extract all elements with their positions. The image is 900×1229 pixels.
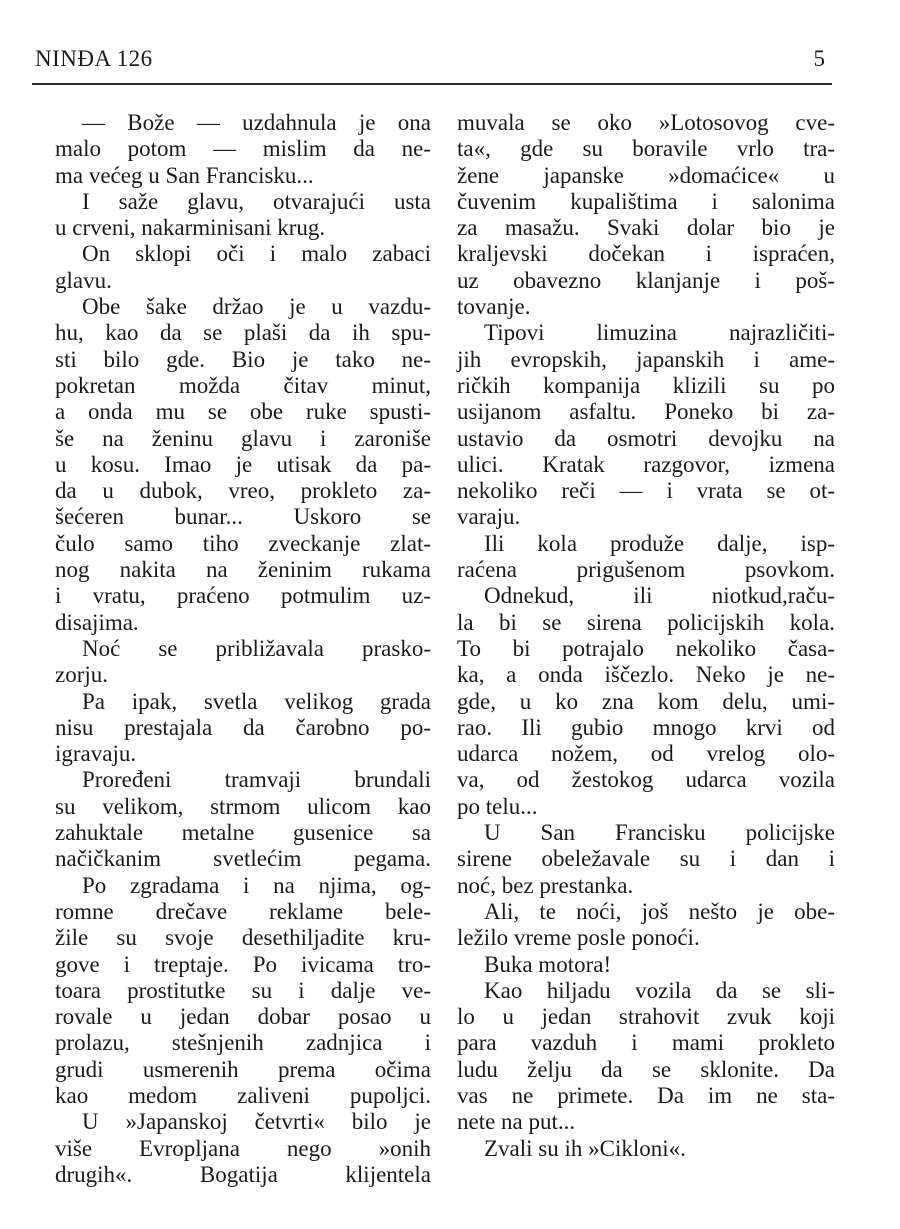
text-line: udarca nožem, od vrelog olo- — [457, 741, 835, 767]
text-line: usijanom asfaltu. Poneko bi za- — [457, 399, 835, 425]
text-line: U »Japanskoj četvrti« bilo je — [82, 1109, 431, 1135]
text-line: glavu. — [55, 267, 112, 293]
text-line: vas ne primete. Da im ne sta- — [457, 1082, 835, 1108]
text-line: Po zgradama i na njima, og- — [82, 872, 431, 898]
text-line: Proređeni tramvaji brundali — [82, 767, 431, 793]
text-line: ma većeg u San Francisku... — [55, 162, 314, 188]
text-line: za masažu. Svaki dolar bio je — [457, 215, 835, 241]
text-line: pokretan možda čitav minut, — [55, 372, 431, 398]
text-line: nisu prestajala da čarobno po- — [55, 714, 431, 740]
text-line: da u dubok, vreo, prokleto za- — [55, 478, 431, 504]
text-line: muvala se oko »Lotosovog cve- — [457, 110, 835, 135]
text-line: toara prostitutke su i dalje ve- — [55, 977, 431, 1003]
text-line: u crveni, nakarminisani krug. — [55, 215, 326, 241]
text-line: žile su svoje desethiljadite kru- — [55, 925, 431, 951]
text-line: To bi potrajalo nekoliko časa- — [457, 635, 835, 661]
text-line: prolazu, stešnjenih zadnjica i — [55, 1030, 431, 1056]
text-line: ležilo vreme posle ponoći. — [457, 925, 700, 951]
text-line: nete na put... — [457, 1109, 576, 1135]
page-header — [35, 46, 825, 82]
text-line: sirene obeležavale su i dan i — [457, 846, 835, 872]
text-line: ustavio da osmotri devojku na — [457, 425, 835, 451]
text-line: nog nakita na ženinim rukama — [55, 557, 431, 583]
text-line: ta«, gde su boravile vrlo tra- — [457, 136, 835, 162]
text-line: tovanje. — [457, 294, 531, 320]
text-line: više Evropljana nego »onih — [55, 1135, 431, 1161]
text-line: uz obavezno klanjanje i poš- — [457, 267, 835, 293]
text-line: Odnekud, ili niotkud,raču- — [484, 583, 835, 609]
text-line: ludu želju da se sklonite. Da — [457, 1056, 835, 1082]
text-line: i vratu, praćeno potmulim uz- — [55, 583, 431, 609]
text-line: I saže glavu, otvarajući usta — [82, 188, 431, 214]
text-line: On sklopi oči i malo zabaci — [82, 241, 431, 267]
text-line: Ali, te noći, još nešto je obe- — [484, 898, 835, 924]
text-line: disajima. — [55, 609, 139, 635]
text-line: grudi usmerenih prema očima — [55, 1056, 431, 1082]
text-line: la bi se sirena policijskih kola. — [457, 609, 835, 635]
text-line: — Bože — uzdahnula je ona — [82, 110, 431, 135]
right-text-column — [457, 110, 835, 1162]
text-line: igravaju. — [55, 741, 137, 767]
text-line: gde, u ko zna kom delu, umi- — [457, 688, 835, 714]
text-line: zorju. — [55, 662, 109, 688]
text-line: raćena prigušenom psovkom. — [457, 557, 835, 583]
text-line: ričkih kompanija klizili su po — [457, 372, 835, 398]
text-line: zahuktale metalne gusenice sa — [55, 820, 431, 846]
text-line: Obe šake držao je u vazdu- — [82, 294, 431, 320]
text-line: para vazduh i mami prokleto — [457, 1030, 835, 1056]
text-line: u kosu. Imao je utisak da pa- — [55, 451, 431, 477]
text-line: hu, kao da se plaši da ih spu- — [55, 320, 431, 346]
page-number: 5 — [813, 46, 825, 71]
text-line: še na ženinu glavu i zaroniše — [55, 425, 431, 451]
text-line: a onda mu se obe ruke spusti- — [55, 399, 431, 425]
header-rule — [32, 83, 832, 85]
text-line: su velikom, strmom ulicom kao — [55, 793, 431, 819]
text-line: čuvenim kupalištima i salonima — [457, 188, 835, 214]
text-line: rovale u jedan dobar posao u — [55, 1004, 431, 1030]
running-title: NINĐA 126 — [35, 46, 153, 71]
text-line: lo u jedan strahovit zvuk koji — [457, 1004, 835, 1030]
text-line: drugih«. Bogatija klijentela — [55, 1161, 431, 1187]
text-line: Noć se približavala prasko- — [82, 635, 431, 661]
text-line: Tipovi limuzina najrazličiti- — [484, 320, 835, 346]
text-line: malo potom — mislim da ne- — [55, 136, 431, 162]
text-line: žene japanske »domaćice« u — [457, 162, 835, 188]
text-line: čulo samo tiho zveckanje zlat- — [55, 530, 431, 556]
text-line: kraljevski dočekan i ispraćen, — [457, 241, 835, 267]
text-line: po telu... — [457, 793, 538, 819]
text-line: noć, bez prestanka. — [457, 872, 634, 898]
text-line: gove i treptaje. Po ivicama tro- — [55, 951, 431, 977]
text-line: načičkanim svetlećim pegama. — [55, 846, 431, 872]
text-line: Buka motora! — [484, 951, 612, 977]
text-line: jih evropskih, japanskih i ame- — [457, 346, 835, 372]
text-line: kao medom zaliveni pupoljci. — [55, 1082, 431, 1108]
text-line: nekoliko reči — i vrata se ot- — [457, 478, 835, 504]
text-line: rao. Ili gubio mnogo krvi od — [457, 714, 835, 740]
text-line: sti bilo gde. Bio je tako ne- — [55, 346, 431, 372]
text-line: va, od žestokog udarca vozila — [457, 767, 835, 793]
text-line: U San Francisku policijske — [484, 820, 835, 846]
text-line: Kao hiljadu vozila da se sli- — [484, 977, 835, 1003]
text-line: šećeren bunar... Uskoro se — [55, 504, 431, 530]
text-line: romne drečave reklame bele- — [55, 898, 431, 924]
text-line: varaju. — [457, 504, 521, 530]
text-line: Zvali su ih »Cikloni«. — [484, 1135, 686, 1161]
text-line: ka, a onda iščezlo. Neko je ne- — [457, 662, 835, 688]
text-line: Pa ipak, svetla velikog grada — [82, 688, 431, 714]
left-text-column — [55, 110, 431, 1188]
text-line: Ili kola produže dalje, isp- — [484, 530, 835, 556]
text-line: ulici. Kratak razgovor, izmena — [457, 451, 835, 477]
